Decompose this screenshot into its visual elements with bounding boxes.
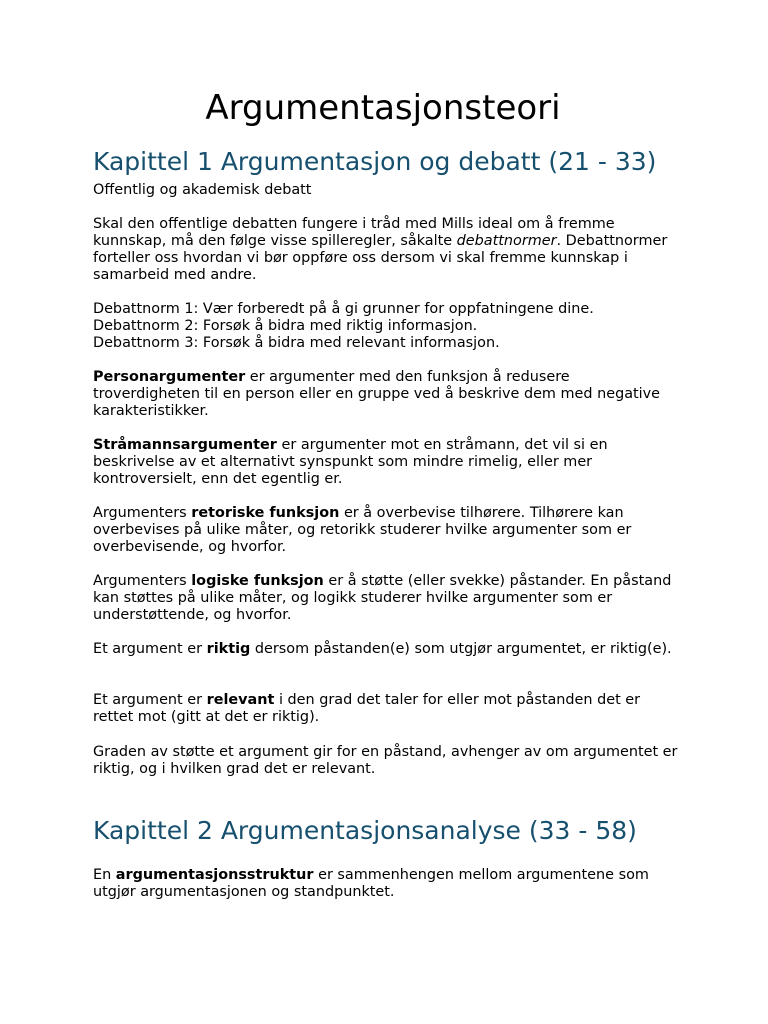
rhetoric-paragraph xyxy=(93,505,678,556)
term-logiske-funksjon: logiske funksjon xyxy=(191,573,324,589)
logic-paragraph xyxy=(93,573,678,624)
term-relevant: relevant xyxy=(206,692,275,708)
relevant-argument-paragraph xyxy=(93,692,678,726)
logic-pre: Argumenters xyxy=(93,573,192,589)
debate-norm-2: Debattnorm 2: Forsøk å bidra med riktig informasjon. xyxy=(93,318,478,334)
term-stramannsargumenter: Stråmannsargumenter xyxy=(93,437,277,453)
correct-argument-paragraph xyxy=(93,641,678,658)
document-title: Argumentasjonsteori xyxy=(205,88,561,128)
relevant-post: i den grad det taler for eller mot påstanden det er rettet mot (gitt at det er riktig). xyxy=(93,692,641,725)
logic-post: er å støtte (eller svekke) påstander. En påstand kan støttes på ulike måter, og logikk studerer hvilke argumenter som er understøttende, og hvorfor. xyxy=(93,573,672,623)
straw-man-text: er argumenter mot en stråmann, det vil si en beskrivelse av et alternativt synspunkt som mindre rimelig, eller mer kontroversielt, enn det egentlig er. xyxy=(93,437,608,487)
term-riktig: riktig xyxy=(206,641,251,657)
intro-text-1: Skal den offentlige debatten fungere i tråd med Mills ideal om å fremme kunnskap, må den følge visse spilleregler, såkalte xyxy=(93,216,615,249)
debate-norm-3: Debattnorm 3: Forsøk å bidra med relevant informasjon. xyxy=(93,335,500,351)
straw-man-paragraph xyxy=(93,437,678,488)
relevant-pre: Et argument er xyxy=(93,692,207,708)
correct-post: dersom påstanden(e) som utgjør argumentet, er riktig(e). xyxy=(250,641,672,657)
rhetoric-post: er å overbevise tilhørere. Tilhørere kan overbevises på ulike måter, og retorikk studerer hvilke argumenter som er overbevisende, og hvorfor. xyxy=(93,505,632,555)
support-paragraph: Graden av støtte et argument gir for en påstand, avhenger av om argumentet er riktig, og i hvilken grad det er relevant. xyxy=(93,744,678,777)
debate-norms-list xyxy=(93,301,678,352)
rhetoric-pre: Argumenters xyxy=(93,505,192,521)
structure-post: er sammenhengen mellom argumentene som utgjør argumentasjonen og standpunktet. xyxy=(93,867,649,900)
structure-pre: En xyxy=(93,867,116,883)
intro-text-2: . Debattnormer forteller oss hvordan vi bør oppføre oss dersom vi skal fremme kunnskap i samarbeid med andre. xyxy=(93,233,668,283)
term-personargumenter: Personargumenter xyxy=(93,369,246,385)
correct-pre: Et argument er xyxy=(93,641,207,657)
person-arguments-paragraph xyxy=(93,369,678,420)
term-argumentasjonsstruktur: argumentasjonsstruktur xyxy=(115,867,314,883)
term-retoriske-funksjon: retoriske funksjon xyxy=(191,505,340,521)
debate-norm-1: Debattnorm 1: Vær forberedt på å gi grunner for oppfatningene dine. xyxy=(93,301,594,317)
chapter-1-heading: Kapittel 1 Argumentasjon og debatt (21 - 33) xyxy=(93,147,657,176)
chapter-1-subheading: Offentlig og akademisk debatt xyxy=(93,182,312,198)
argument-structure-paragraph xyxy=(93,867,678,901)
intro-paragraph xyxy=(93,216,678,284)
person-arguments-text: er argumenter med den funksjon å redusere troverdigheten til en person eller en gruppe ved å beskrive dem med negative karakteristikker. xyxy=(93,369,661,419)
term-debattnormer: debattnormer xyxy=(456,233,557,249)
chapter-2-heading: Kapittel 2 Argumentasjonsanalyse (33 - 58) xyxy=(93,816,637,845)
